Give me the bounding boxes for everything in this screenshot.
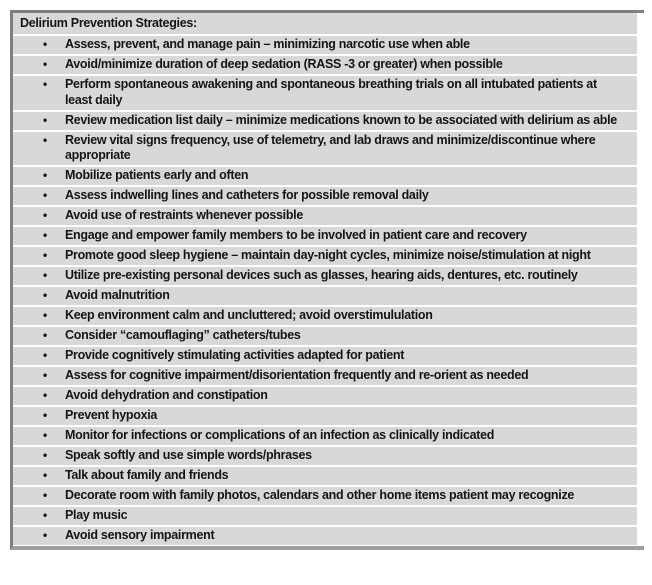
list-item-text: Engage and empower family members to be involved in patient care and recovery <box>65 228 527 242</box>
list-item-text: Assess for cognitive impairment/disorientation frequently and re-orient as needed <box>65 368 529 382</box>
bullet-icon: • <box>43 308 47 322</box>
list-item-text: Review vital signs frequency, use of telemetry, and lab draws and minimize/discontinue where appropriate <box>65 132 596 162</box>
list-item <box>13 167 637 185</box>
list-item-text: Speak softly and use simple words/phrases <box>65 448 312 462</box>
bullet-icon: • <box>43 132 47 147</box>
list-item <box>13 207 637 225</box>
list-item <box>13 267 637 285</box>
list-item-text: Avoid sensory impairment <box>65 528 215 542</box>
list-item-text: Mobilize patients early and often <box>65 168 249 182</box>
list-item-text: Provide cognitively stimulating activities adapted for patient <box>65 348 405 362</box>
list-item-text: Decorate room with family photos, calendars and other home items patient may recognize <box>65 488 575 502</box>
bullet-icon: • <box>43 37 47 51</box>
bullet-icon: • <box>43 468 47 482</box>
bullet-icon: • <box>43 228 47 242</box>
bullet-icon: • <box>43 77 47 91</box>
list-item-text: Avoid use of restraints whenever possible <box>65 208 304 222</box>
list-item-text: Promote good sleep hygiene – maintain day-night cycles, minimize noise/stimulation at night <box>65 248 591 262</box>
list-item-text: Perform spontaneous awakening and spontaneous breathing trials on all intubated patients at least daily <box>65 77 597 107</box>
bullet-icon: • <box>43 388 47 402</box>
bullet-icon: • <box>43 488 47 502</box>
list-item <box>13 56 637 74</box>
list-item <box>13 227 637 245</box>
table-title: Delirium Prevention Strategies: <box>20 16 197 30</box>
list-item <box>13 407 637 425</box>
list-item <box>13 187 637 205</box>
list-item <box>13 347 637 365</box>
list-item <box>13 132 637 166</box>
list-item <box>13 447 637 465</box>
list-item-text: Avoid malnutrition <box>65 288 170 302</box>
bullet-icon: • <box>43 268 47 282</box>
list-item <box>13 327 637 345</box>
bullet-icon: • <box>43 328 47 342</box>
table-header-row <box>13 13 637 34</box>
list-item-text: Keep environment calm and uncluttered; avoid overstimululation <box>65 308 433 322</box>
list-item-text: Monitor for infections or complications of an infection as clinically indicated <box>65 428 495 442</box>
bullet-icon: • <box>43 288 47 302</box>
list-item <box>13 247 637 265</box>
list-item <box>13 36 637 54</box>
bullet-icon: • <box>43 508 47 522</box>
list-item <box>13 467 637 485</box>
bullet-icon: • <box>43 188 47 202</box>
list-item <box>13 427 637 445</box>
bullet-icon: • <box>43 248 47 262</box>
list-item-text: Talk about family and friends <box>65 468 229 482</box>
list-item-text: Consider “camouflaging” catheters/tubes <box>65 328 301 342</box>
bullet-icon: • <box>43 57 47 71</box>
bullet-icon: • <box>43 112 47 127</box>
bullet-icon: • <box>43 528 47 542</box>
list-item-text: Assess indwelling lines and catheters for possible removal daily <box>65 188 429 202</box>
bullet-icon: • <box>43 368 47 382</box>
list-item-text: Avoid dehydration and constipation <box>65 388 268 402</box>
list-item-text: Prevent hypoxia <box>65 408 158 422</box>
bullet-icon: • <box>43 348 47 362</box>
list-item <box>13 112 637 130</box>
list-item-text: Avoid/minimize duration of deep sedation (RASS -3 or greater) when possible <box>65 57 503 71</box>
list-item <box>13 507 637 525</box>
bullet-icon: • <box>43 168 47 182</box>
list-item-text: Assess, prevent, and manage pain – minimizing narcotic use when able <box>65 37 470 51</box>
delirium-strategies-table <box>10 10 644 550</box>
list-item-text: Play music <box>65 508 128 522</box>
bullet-icon: • <box>43 448 47 462</box>
list-item-text: Review medication list daily – minimize medications known to be associated with delirium as able <box>65 112 617 127</box>
list-item <box>13 527 637 545</box>
list-item <box>13 307 637 325</box>
bullet-icon: • <box>43 428 47 442</box>
bullet-icon: • <box>43 208 47 222</box>
list-item-text: Utilize pre-existing personal devices such as glasses, hearing aids, dentures, etc. routinely <box>65 268 578 282</box>
list-item <box>13 367 637 385</box>
bullet-icon: • <box>43 408 47 422</box>
list-item <box>13 76 637 110</box>
list-item <box>13 487 637 505</box>
list-item <box>13 387 637 405</box>
list-item <box>13 287 637 305</box>
